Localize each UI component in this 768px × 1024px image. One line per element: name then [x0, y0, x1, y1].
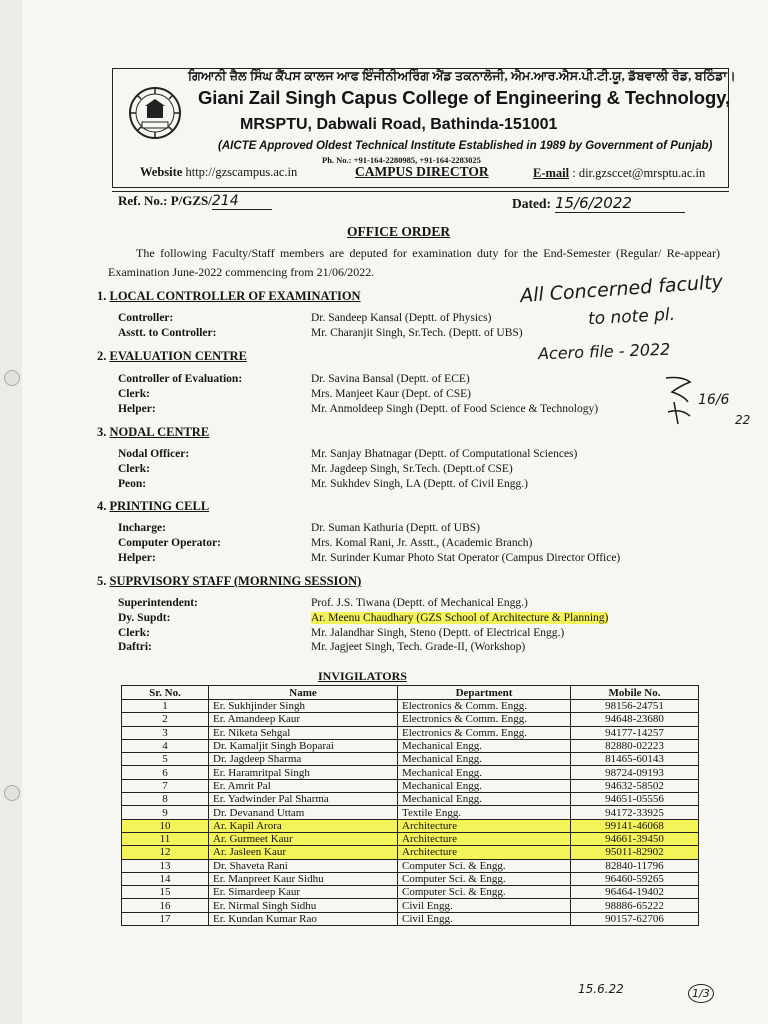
sr-no-cell: 4: [122, 739, 209, 752]
duty-role: Peon:: [118, 478, 147, 490]
department-cell: Mechanical Engg.: [398, 739, 571, 752]
section-heading: 5. SUPRVISORY STAFF (MORNING SESSION): [97, 574, 362, 588]
sr-no-cell: 13: [122, 859, 209, 872]
duty-role: Helper:: [118, 552, 156, 564]
department-cell: Electronics & Comm. Engg.: [398, 700, 571, 713]
department-cell: Computer Sci. & Engg.: [398, 886, 571, 899]
sr-no-cell: 15: [122, 886, 209, 899]
department-cell: Computer Sci. & Engg.: [398, 859, 571, 872]
mobile-cell: 98156-24751: [571, 700, 699, 713]
department-cell: Electronics & Comm. Engg.: [398, 726, 571, 739]
department-cell: Architecture: [398, 832, 571, 845]
email-label: E-mail: [533, 166, 570, 180]
sr-no-cell: 17: [122, 912, 209, 925]
duty-role: Incharge:: [118, 522, 166, 534]
name-cell: Er. Kundan Kumar Rao: [209, 912, 398, 925]
table-row: [122, 912, 699, 925]
campus-director-label: CAMPUS DIRECTOR: [355, 164, 489, 179]
table-row: [122, 859, 699, 872]
date-line: [512, 194, 685, 213]
table-row: [122, 739, 699, 752]
name-cell: Ar. Gurmeet Kaur: [209, 832, 398, 845]
column-header: Mobile No.: [571, 686, 699, 700]
table-row: [122, 726, 699, 739]
invigilators-title: INVIGILATORS: [318, 669, 407, 683]
duty-role: Asstt. to Controller:: [118, 327, 217, 339]
name-cell: Er. Nirmal Singh Sidhu: [209, 899, 398, 912]
column-header: Department: [398, 686, 571, 700]
mobile-cell: 94648-23680: [571, 713, 699, 726]
name-cell: Er. Sukhjinder Singh: [209, 700, 398, 713]
sr-no-cell: 5: [122, 753, 209, 766]
sr-no-cell: 11: [122, 832, 209, 845]
table-row: [122, 806, 699, 819]
department-cell: Electronics & Comm. Engg.: [398, 713, 571, 726]
column-header: Sr. No.: [122, 686, 209, 700]
sr-no-cell: 8: [122, 793, 209, 806]
duty-person: Mr. Jagdeep Singh, Sr.Tech. (Deptt.of CSE): [311, 463, 513, 475]
name-cell: Er. Amandeep Kaur: [209, 713, 398, 726]
sr-no-cell: 2: [122, 713, 209, 726]
name-cell: Ar. Kapil Arora: [209, 819, 398, 832]
duty-person: Dr. Savina Bansal (Deptt. of ECE): [311, 373, 470, 385]
sr-no-cell: 3: [122, 726, 209, 739]
name-cell: Dr. Shaveta Rani: [209, 859, 398, 872]
handwritten-date: 16/6: [698, 392, 730, 408]
table-row: [122, 700, 699, 713]
department-cell: Architecture: [398, 819, 571, 832]
section-heading: 2. EVALUATION CENTRE: [97, 349, 247, 363]
duty-role: Daftri:: [118, 641, 152, 653]
table-row: [122, 793, 699, 806]
table-row: [122, 899, 699, 912]
aicte-statement: (AICTE Approved Oldest Technical Institute Established in 1989 by Government of Punjab): [218, 140, 713, 152]
footer-signature: 15.6.22: [578, 982, 624, 996]
mobile-cell: 94661-39450: [571, 832, 699, 845]
email-line: [533, 166, 705, 181]
name-cell: Er. Haramritpal Singh: [209, 766, 398, 779]
table-row: [122, 832, 699, 845]
handwritten-signature: [660, 372, 700, 432]
mobile-cell: 94172-33925: [571, 806, 699, 819]
invigilators-table: [121, 685, 699, 926]
mobile-cell: 94651-05556: [571, 793, 699, 806]
sr-no-cell: 16: [122, 899, 209, 912]
department-cell: Architecture: [398, 846, 571, 859]
duty-person-highlighted: Ar. Meenu Chaudhary (GZS School of Architecture & Planning): [311, 612, 609, 624]
section-heading: 3. NODAL CENTRE: [97, 425, 210, 439]
table-row: [122, 872, 699, 885]
duty-role: Controller of Evaluation:: [118, 373, 243, 385]
handwritten-note: Acero file - 2022: [537, 339, 671, 364]
duty-person: Mr. Charanjit Singh, Sr.Tech. (Deptt. of UBS): [311, 327, 523, 339]
college-logo-icon: [128, 86, 182, 144]
duty-person: Mr. Sukhdev Singh, LA (Deptt. of Civil Engg.): [311, 478, 528, 490]
page-number: 1/3: [688, 984, 714, 1003]
sr-no-cell: 7: [122, 779, 209, 792]
name-cell: Dr. Devanand Uttam: [209, 806, 398, 819]
department-cell: Mechanical Engg.: [398, 793, 571, 806]
date-value: 15/6/2022: [555, 194, 685, 213]
punch-hole: [4, 785, 20, 801]
sr-no-cell: 1: [122, 700, 209, 713]
duty-person: Mrs. Komal Rani, Jr. Asstt., (Academic Branch): [311, 537, 533, 549]
mobile-cell: 90157-62706: [571, 912, 699, 925]
name-cell: Dr. Kamaljit Singh Boparai: [209, 739, 398, 752]
department-cell: Civil Engg.: [398, 912, 571, 925]
mobile-cell: 96464-19402: [571, 886, 699, 899]
mobile-cell: 94177-14257: [571, 726, 699, 739]
section-heading: 1. LOCAL CONTROLLER OF EXAMINATION: [97, 289, 361, 303]
duty-person: Mr. Jalandhar Singh, Steno (Deptt. of Electrical Engg.): [311, 627, 565, 639]
table-row: [122, 753, 699, 766]
department-cell: Mechanical Engg.: [398, 766, 571, 779]
table-row: [122, 713, 699, 726]
name-cell: Er. Yadwinder Pal Sharma: [209, 793, 398, 806]
college-name-punjabi: ਗਿਆਨੀ ਜ਼ੈਲ ਸਿੰਘ ਕੈਂਪਸ ਕਾਲਜ ਆਫ ਇੰਜੀਨੀਅਰਿੰਗ ਐਂਡ ਤਕਨਾਲੋਜੀ, ਐਮ.ਆਰ.ਐਸ.ਪੀ.ਟੀ.ਯੂ, ਡੱਬਵਾਲੀ ਰੋਡ, ਬਠਿੰਡਾ।: [188, 69, 736, 83]
duty-person: Mr. Jagjeet Singh, Tech. Grade-II, (Workshop): [311, 641, 526, 653]
reference-value: 214: [212, 193, 272, 210]
mobile-cell: 94632-58502: [571, 779, 699, 792]
department-cell: Mechanical Engg.: [398, 779, 571, 792]
sr-no-cell: 9: [122, 806, 209, 819]
section-heading: 4. PRINTING CELL: [97, 499, 210, 513]
name-cell: Ar. Jasleen Kaur: [209, 846, 398, 859]
duty-role: Controller:: [118, 312, 174, 324]
name-cell: Er. Simardeep Kaur: [209, 886, 398, 899]
handwritten-year: 22: [735, 413, 751, 427]
duty-person: Prof. J.S. Tiwana (Deptt. of Mechanical Engg.): [311, 597, 528, 609]
department-cell: Computer Sci. & Engg.: [398, 872, 571, 885]
duty-person: Mr. Surinder Kumar Photo Stat Operator (Campus Director Office): [311, 552, 621, 564]
website-label: Website: [140, 165, 183, 179]
department-cell: Textile Engg.: [398, 806, 571, 819]
duty-person: Dr. Suman Kathuria (Deptt. of UBS): [311, 522, 480, 534]
reference-label: Ref. No.: P/GZS/: [118, 193, 212, 208]
table-header-row: [122, 686, 699, 700]
email-address[interactable]: : dir.gzsccet@mrsptu.ac.in: [572, 166, 706, 180]
duty-role: Superintendent:: [118, 597, 198, 609]
mobile-cell: 98724-09193: [571, 766, 699, 779]
duty-role: Dy. Supdt:: [118, 612, 171, 624]
punch-hole: [4, 370, 20, 386]
duty-person: Dr. Sandeep Kansal (Deptt. of Physics): [311, 312, 492, 324]
mobile-cell: 82880-02223: [571, 739, 699, 752]
website-link[interactable]: http://gzscampus.ac.in: [185, 165, 298, 179]
duty-person: Mrs. Manjeet Kaur (Dept. of CSE): [311, 388, 472, 400]
name-cell: Er. Manpreet Kaur Sidhu: [209, 872, 398, 885]
handwritten-note: All Concerned faculty: [519, 270, 724, 308]
name-cell: Er. Amrit Pal: [209, 779, 398, 792]
column-header: Name: [209, 686, 398, 700]
mobile-cell: 81465-60143: [571, 753, 699, 766]
handwritten-note: to note pl.: [587, 304, 676, 330]
table-row: [122, 766, 699, 779]
name-cell: Dr. Jagdeep Sharma: [209, 753, 398, 766]
duty-person: Mr. Anmoldeep Singh (Deptt. of Food Science & Technology): [311, 403, 599, 415]
table-row: [122, 886, 699, 899]
website-line: [140, 165, 297, 180]
sr-no-cell: 12: [122, 846, 209, 859]
table-row: [122, 779, 699, 792]
phone-numbers: Ph. No.: +91-164-2280985, +91-164-2283025: [322, 155, 481, 165]
college-name: Giani Zail Singh Capus College of Engineering & Technology,: [198, 87, 731, 108]
duty-role: Clerk:: [118, 627, 150, 639]
college-address: MRSPTU, Dabwali Road, Bathinda-151001: [240, 116, 558, 133]
duty-role: Helper:: [118, 403, 156, 415]
department-cell: Mechanical Engg.: [398, 753, 571, 766]
mobile-cell: 98886-65222: [571, 899, 699, 912]
sr-no-cell: 6: [122, 766, 209, 779]
duty-person: Mr. Sanjay Bhatnagar (Deptt. of Computational Sciences): [311, 448, 578, 460]
table-row: [122, 819, 699, 832]
reference-number: [118, 193, 272, 210]
mobile-cell: 95011-82902: [571, 846, 699, 859]
name-cell: Er. Niketa Sehgal: [209, 726, 398, 739]
duty-role: Computer Operator:: [118, 537, 221, 549]
department-cell: Civil Engg.: [398, 899, 571, 912]
mobile-cell: 96460-59265: [571, 872, 699, 885]
duty-role: Clerk:: [118, 388, 150, 400]
table-row: [122, 846, 699, 859]
mobile-cell: 99141-46068: [571, 819, 699, 832]
mobile-cell: 82840-11796: [571, 859, 699, 872]
sr-no-cell: 10: [122, 819, 209, 832]
duty-role: Clerk:: [118, 463, 150, 475]
office-order-title: OFFICE ORDER: [347, 224, 451, 239]
duty-role: Nodal Officer:: [118, 448, 190, 460]
order-intro-paragraph: The following Faculty/Staff members are deputed for examination duty for the End-Semester (Regular/ Re-appear) Examination June-2022 commencing from 21/06/2022.: [108, 246, 720, 279]
date-label: Dated:: [512, 196, 551, 211]
sr-no-cell: 14: [122, 872, 209, 885]
